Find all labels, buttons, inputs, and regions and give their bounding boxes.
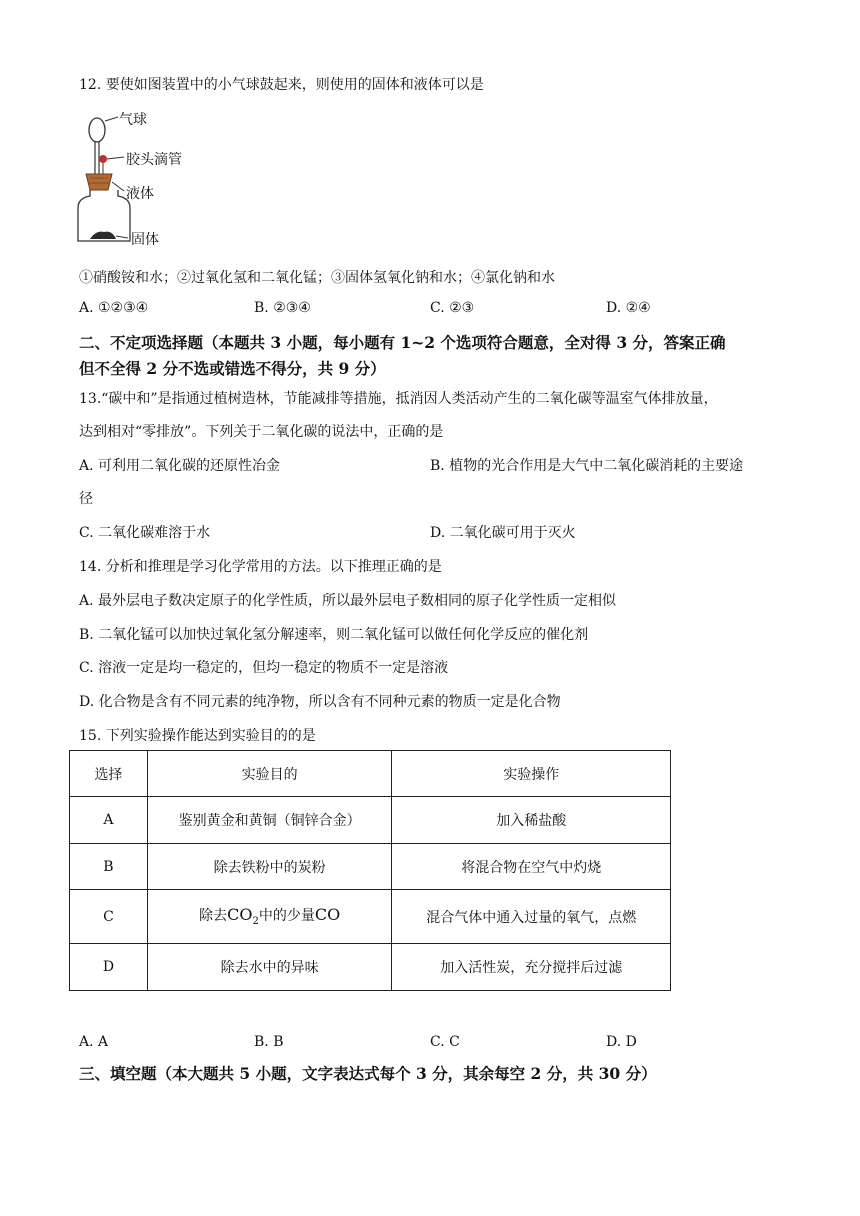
table-row [70,944,671,991]
header-choice: 选择 [70,751,148,797]
q15-option-b[interactable]: B. B [254,1034,284,1050]
label-balloon: 气球 [119,112,147,128]
q14-option-d[interactable]: D. 化合物是含有不同元素的纯净物，所以含有不同种元素的物质一定是化合物 [79,694,561,710]
q13-option-a[interactable]: A. 可利用二氧化碳的还原性冶金 [79,458,281,474]
row-purpose: 除去铁粉中的炭粉 [147,844,392,890]
purpose-post: 中的少量 [258,908,315,925]
q12-option-b[interactable]: B. ②③④ [254,300,311,316]
q12-choices: ①硝酸铵和水；②过氧化氢和二氧化锰；③固体氢氧化钠和水；④氯化钠和水 [79,270,555,286]
label-liquid: 液体 [126,186,154,202]
row-operation: 混合气体中通入过量的氧气，点燃 [392,890,671,944]
table-header-row [70,751,671,797]
table-row [70,890,671,944]
q14-option-c[interactable]: C. 溶液一定是均一稳定的，但均一稳定的物质不一定是溶液 [79,660,449,676]
q13-option-c[interactable]: C. 二氧化碳难溶于水 [79,525,211,541]
label-dropper: 胶头滴管 [126,152,182,168]
q15-stem: 15. 下列实验操作能达到实验目的的是 [79,728,316,744]
q13-option-b[interactable]: B. 植物的光合作用是大气中二氧化碳消耗的主要途 [430,458,744,474]
purpose-pre: 除去 [199,908,228,925]
q14-option-a[interactable]: A. 最外层电子数决定原子的化学性质，所以最外层电子数相同的原子化学性质一定相似 [79,593,617,609]
section2-heading-line2: 但不全得 2 分不选或错选不得分，共 9 分） [79,359,386,378]
row-key: B [70,844,148,890]
row-operation: 将混合物在空气中灼烧 [392,844,671,890]
q12-option-a[interactable]: A. ①②③④ [79,300,149,316]
section3-heading: 三、填空题（本大题共 5 小题，文字表达式每个 3 分，其余每空 2 分，共 30 分） [79,1064,657,1083]
q12-option-d[interactable]: D. ②④ [606,300,651,316]
q13-stem-line1: 13.“碳中和”是指通过植树造林，节能减排等措施，抵消因人类活动产生的二氧化碳等温室气体排放量， [79,391,718,407]
row-purpose [147,890,392,944]
q14-option-b[interactable]: B. 二氧化锰可以加快过氧化氢分解速率，则二氧化锰可以做任何化学反应的催化剂 [79,627,589,643]
q12-option-c[interactable]: C. ②③ [430,300,475,316]
q15-option-d[interactable]: D. D [606,1034,637,1050]
q13-stem-line2: 达到相对“零排放”。下列关于二氧化碳的说法中，正确的是 [79,424,444,440]
experiment-table [69,750,671,991]
q15-option-c[interactable]: C. C [430,1034,460,1050]
row-key: D [70,944,148,991]
table-row [70,797,671,844]
q13-option-d[interactable]: D. 二氧化碳可用于灭火 [430,525,576,541]
q14-stem: 14. 分析和推理是学习化学常用的方法。以下推理正确的是 [79,559,442,575]
formula-co: CO [314,905,341,925]
row-purpose: 鉴别黄金和黄铜（铜锌合金） [147,797,392,844]
q15-option-a[interactable]: A. A [79,1034,109,1050]
row-operation: 加入稀盐酸 [392,797,671,844]
row-purpose: 除去水中的异味 [147,944,392,991]
q13-option-b-continued: 径 [79,491,93,507]
row-key: C [70,890,148,944]
row-operation: 加入活性炭，充分搅拌后过滤 [392,944,671,991]
formula-co2: $CO_2$ [227,905,259,928]
header-purpose: 实验目的 [147,751,392,797]
header-operation: 实验操作 [392,751,671,797]
section2-heading-line1: 二、不定项选择题（本题共 3 小题，每小题有 1~2 个选项符合题意，全对得 3 分，答案正确 [79,333,726,352]
table-row [70,844,671,890]
q12-stem: 12. 要使如图装置中的小气球鼓起来，则使用的固体和液体可以是 [79,77,484,93]
label-solid: 固体 [131,232,159,248]
row-key: A [70,797,148,844]
